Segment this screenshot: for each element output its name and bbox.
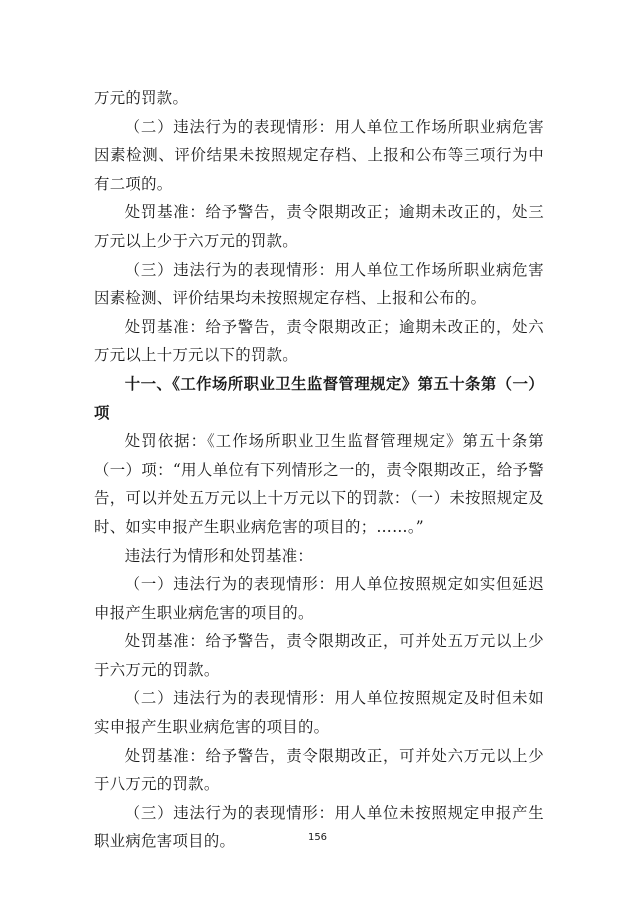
paragraph-s11-case-1-description: （一）违法行为的表现情形：用人单位按照规定如实但延迟申报产生职业病危害的项目的。 xyxy=(94,575,544,622)
paragraph-case-2-description: （二）违法行为的表现情形：用人单位工作场所职业病危害因素检测、评价结果未按照规定存档、上报和公布等三项行为中有二项的。 xyxy=(94,117,544,193)
paragraph-s11-case-1-penalty: 处罚基准：给予警告，责令限期改正，可并处五万元以上少于六万元的罚款。 xyxy=(94,632,544,679)
paragraph-case-3-penalty: 处罚基准：给予警告，责令限期改正；逾期未改正的，处六万元以上十万元以下的罚款。 xyxy=(94,317,544,365)
section-heading: 十一、《工作场所职业卫生监督管理规定》第五十条第（一）项 xyxy=(94,374,544,422)
paragraph-s11-case-2-penalty: 处罚基准：给予警告，责令限期改正，可并处六万元以上少于八万元的罚款。 xyxy=(94,746,544,794)
paragraph-subheading: 违法行为情形和处罚基准： xyxy=(124,546,314,565)
paragraph-s11-case-3-description: （三）违法行为的表现情形：用人单位未按照规定申报产生职业病危害项目的。 xyxy=(94,803,544,851)
paragraph-continuation: 万元的罚款。 xyxy=(94,89,189,107)
paragraph-s11-case-2-description: （二）违法行为的表现情形：用人单位按照规定及时但未如实申报产生职业病危害的项目的。 xyxy=(94,689,544,737)
paragraph-legal-basis: 处罚依据：《工作场所职业卫生监督管理规定》第五十条第（一）项：“用人单位有下列情形之一的，责令限期改正，给予警告，可以并处五万元以上十万元以下的罚款：（一）未按照规定及时、如实申报产生职业病危害的项目的；……。” xyxy=(94,432,544,536)
page-body xyxy=(94,84,544,856)
paragraph-case-2-penalty: 处罚基准：给予警告，责令限期改正；逾期未改正的，处三万元以上少于六万元的罚款。 xyxy=(94,203,544,250)
paragraph-case-3-description: （三）违法行为的表现情形：用人单位工作场所职业病危害因素检测、评价结果均未按照规定存档、上报和公布的。 xyxy=(94,260,544,308)
page-number: 156 xyxy=(307,832,328,843)
